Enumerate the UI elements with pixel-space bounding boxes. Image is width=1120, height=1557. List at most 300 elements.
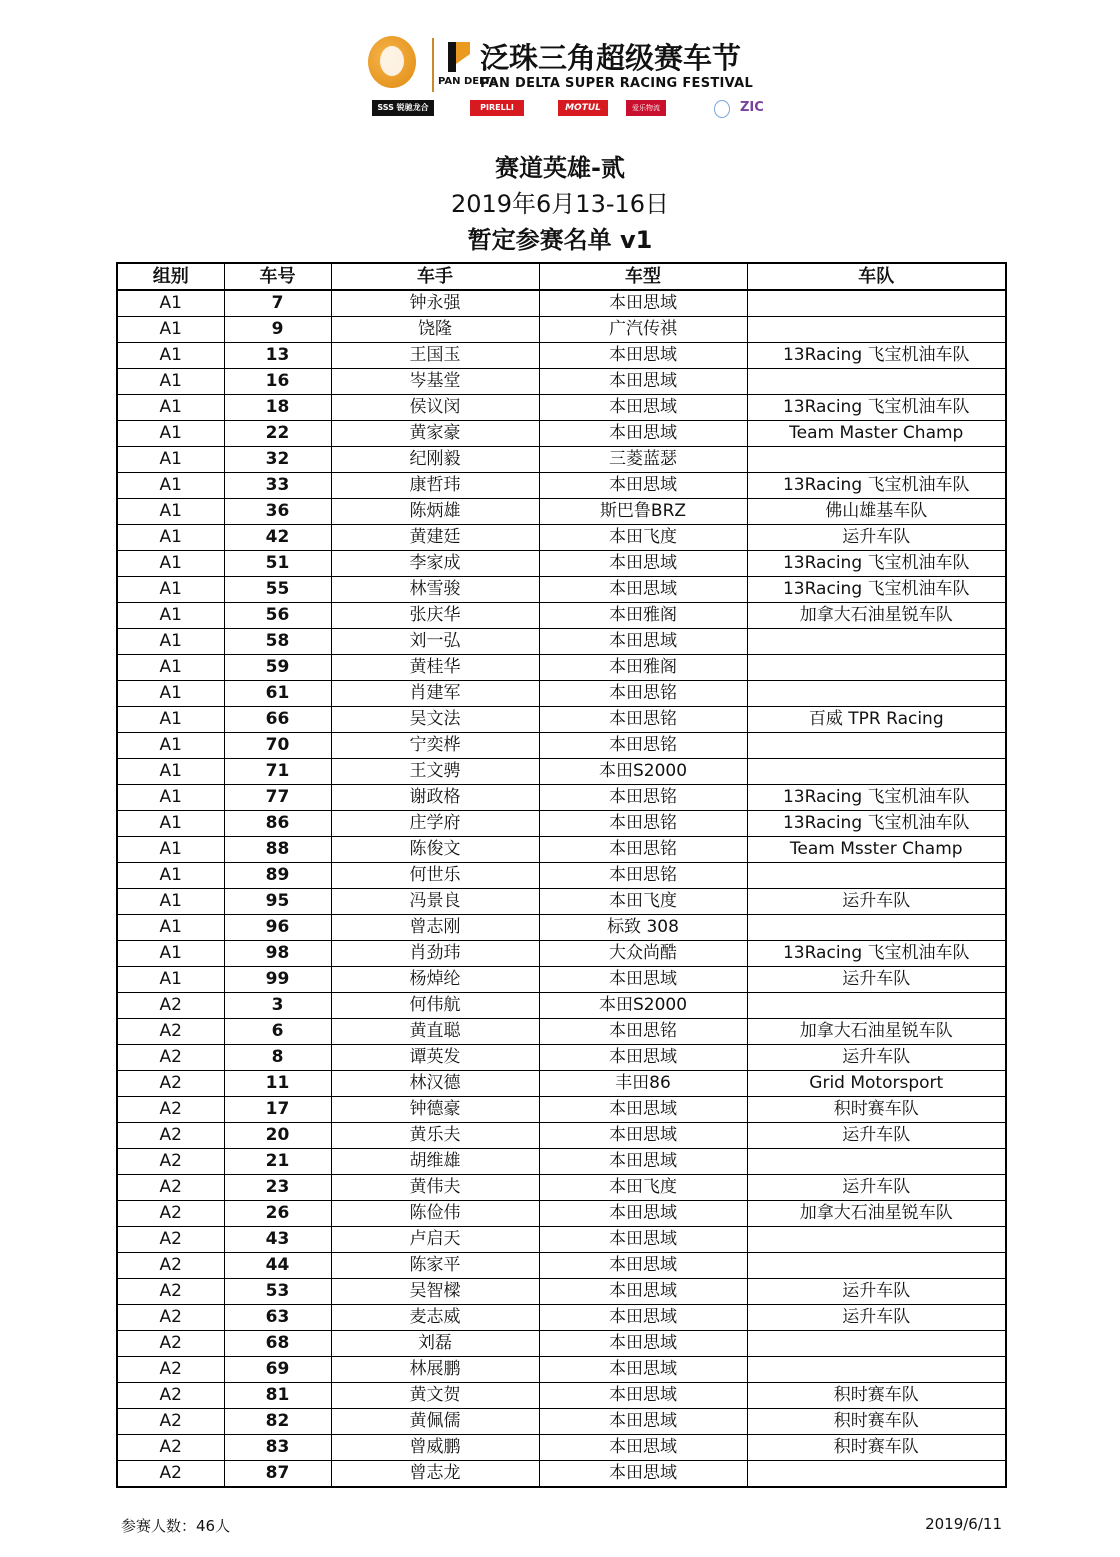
cell-group: A1 [117,759,224,785]
cell-group: A1 [117,577,224,603]
cell-driver: 黄乐夫 [331,1123,539,1149]
table-row [117,317,1006,343]
table-row [117,629,1006,655]
cell-car-model: 本田飞度 [539,1175,747,1201]
table-row [117,395,1006,421]
cell-group: A1 [117,681,224,707]
cell-car-number: 7 [224,290,331,317]
cell-team: 积时赛车队 [747,1409,1006,1435]
cell-team: 运升车队 [747,889,1006,915]
cell-team: Team Master Champ [747,421,1006,447]
table-row [117,1071,1006,1097]
header [0,28,1120,128]
cell-car-number: 82 [224,1409,331,1435]
cell-car-model: 本田思域 [539,1045,747,1071]
cell-car-number: 18 [224,395,331,421]
cell-driver: 卢启天 [331,1227,539,1253]
cell-group: A1 [117,499,224,525]
festival-title-cn: 泛珠三角超级赛车节 [480,41,742,75]
cell-group: A1 [117,941,224,967]
cell-car-number: 17 [224,1097,331,1123]
cell-driver: 曾威鹏 [331,1435,539,1461]
cell-car-number: 42 [224,525,331,551]
cell-driver: 庄学府 [331,811,539,837]
cell-group: A2 [117,1409,224,1435]
cell-car-model: 本田雅阁 [539,603,747,629]
cell-car-number: 51 [224,551,331,577]
cell-team: 13Racing 飞宝机油车队 [747,577,1006,603]
cell-driver: 杨焯纶 [331,967,539,993]
header-car-model: 车型 [539,263,747,290]
cell-group: A2 [117,1435,224,1461]
table-row [117,1331,1006,1357]
cell-car-number: 63 [224,1305,331,1331]
cell-group: A1 [117,603,224,629]
cell-car-model: 本田思域 [539,1435,747,1461]
cell-car-number: 32 [224,447,331,473]
cell-driver: 纪刚毅 [331,447,539,473]
table-row [117,1305,1006,1331]
cell-car-number: 55 [224,577,331,603]
cell-group: A1 [117,395,224,421]
cell-group: A2 [117,1149,224,1175]
cell-car-number: 99 [224,967,331,993]
cell-car-model: 本田雅阁 [539,655,747,681]
cell-driver: 陈炳雄 [331,499,539,525]
table-row [117,811,1006,837]
cell-car-model: 本田思域 [539,551,747,577]
cell-car-number: 83 [224,1435,331,1461]
cell-group: A2 [117,1279,224,1305]
cell-car-model: 本田思域 [539,1461,747,1488]
cell-car-number: 43 [224,1227,331,1253]
table-row [117,1227,1006,1253]
cell-driver: 曾志刚 [331,915,539,941]
cell-driver: 何伟航 [331,993,539,1019]
cell-driver: 刘磊 [331,1331,539,1357]
table-row [117,1357,1006,1383]
cell-car-model: 本田思域 [539,343,747,369]
entry-table [116,262,1007,1488]
table-row [117,1045,1006,1071]
document-date: 2019/6/11 [925,1515,1002,1533]
cell-car-model: 本田思域 [539,290,747,317]
header-car-number: 车号 [224,263,331,290]
cell-team: 加拿大石油星锐车队 [747,603,1006,629]
cell-car-model: 本田思域 [539,1357,747,1383]
cell-car-number: 61 [224,681,331,707]
cell-car-model: 本田飞度 [539,525,747,551]
cell-driver: 胡维雄 [331,1149,539,1175]
table-row [117,343,1006,369]
table-row [117,915,1006,941]
festival-title-en: PAN DELTA SUPER RACING FESTIVAL [480,76,754,91]
table-row [117,1175,1006,1201]
cell-car-model: 本田思域 [539,1201,747,1227]
cell-driver: 岑基堂 [331,369,539,395]
cell-team [747,290,1006,317]
cell-car-number: 9 [224,317,331,343]
cell-driver: 黄直聪 [331,1019,539,1045]
cell-group: A2 [117,1253,224,1279]
cell-team: Team Msster Champ [747,837,1006,863]
cell-team [747,369,1006,395]
cell-car-number: 59 [224,655,331,681]
cell-car-number: 8 [224,1045,331,1071]
cell-team [747,1331,1006,1357]
cell-driver: 肖劲玮 [331,941,539,967]
cell-group: A2 [117,1383,224,1409]
cell-team [747,681,1006,707]
cell-driver: 黄文贺 [331,1383,539,1409]
cell-car-model: 本田思域 [539,1227,747,1253]
cell-group: A2 [117,1357,224,1383]
cell-group: A2 [117,1097,224,1123]
header-driver: 车手 [331,263,539,290]
cell-car-model: 标致 308 [539,915,747,941]
cell-car-model: 本田思铭 [539,863,747,889]
pan-delta-logo-icon [448,42,470,72]
entry-list-title: 暂定参赛名单 v1 [467,226,653,254]
cell-car-model: 本田思铭 [539,707,747,733]
cell-driver: 曾志龙 [331,1461,539,1488]
cell-car-model: 本田思域 [539,577,747,603]
header-team: 车队 [747,263,1006,290]
cell-driver: 吴文法 [331,707,539,733]
cell-car-model: 本田思域 [539,421,747,447]
cell-car-number: 3 [224,993,331,1019]
cell-team: 积时赛车队 [747,1097,1006,1123]
cell-team [747,759,1006,785]
event-title: 赛道英雄-贰 [495,154,625,182]
cell-team: 13Racing 飞宝机油车队 [747,941,1006,967]
sponsor-pirelli-logo: PIRELLI [470,100,524,116]
entrant-count: 参赛人数：46人 [121,1517,231,1535]
cell-group: A2 [117,1019,224,1045]
cell-driver: 陈俭伟 [331,1201,539,1227]
table-row [117,759,1006,785]
cell-group: A1 [117,967,224,993]
cell-group: A1 [117,447,224,473]
cell-team: 积时赛车队 [747,1435,1006,1461]
cell-car-number: 11 [224,1071,331,1097]
cell-car-model: 本田思铭 [539,785,747,811]
table-row [117,785,1006,811]
cell-driver: 林汉德 [331,1071,539,1097]
cell-team: 运升车队 [747,1175,1006,1201]
cell-driver: 肖建军 [331,681,539,707]
cell-group: A1 [117,290,224,317]
cell-group: A1 [117,707,224,733]
cell-car-number: 87 [224,1461,331,1488]
table-header-row [117,263,1006,290]
cell-car-model: 斯巴鲁BRZ [539,499,747,525]
cell-car-model: 本田思域 [539,1409,747,1435]
cell-car-model: 本田思域 [539,967,747,993]
cell-car-number: 58 [224,629,331,655]
cell-team [747,1357,1006,1383]
table-row [117,1201,1006,1227]
cell-car-number: 69 [224,1357,331,1383]
cell-car-model: 本田思铭 [539,811,747,837]
cell-driver: 刘一弘 [331,629,539,655]
cell-car-model: 本田思域 [539,1331,747,1357]
cell-team: 运升车队 [747,525,1006,551]
cell-car-number: 22 [224,421,331,447]
table-row [117,967,1006,993]
cell-driver: 何世乐 [331,863,539,889]
cell-driver: 王国玉 [331,343,539,369]
cell-car-number: 20 [224,1123,331,1149]
table-row [117,1019,1006,1045]
cell-team: 积时赛车队 [747,1383,1006,1409]
table-row [117,577,1006,603]
cell-car-number: 77 [224,785,331,811]
cell-car-number: 6 [224,1019,331,1045]
cell-team: 13Racing 飞宝机油车队 [747,343,1006,369]
cell-driver: 宁奕桦 [331,733,539,759]
table-row [117,421,1006,447]
cell-group: A1 [117,369,224,395]
cell-team [747,915,1006,941]
table-row [117,1097,1006,1123]
cell-car-model: 本田思域 [539,369,747,395]
cell-driver: 冯景良 [331,889,539,915]
cell-team [747,629,1006,655]
cell-car-model: 本田思铭 [539,733,747,759]
cell-driver: 吴智樑 [331,1279,539,1305]
cell-driver: 麦志威 [331,1305,539,1331]
cell-driver: 黄佩儒 [331,1409,539,1435]
cell-car-model: 三菱蓝瑟 [539,447,747,473]
cell-driver: 王文骋 [331,759,539,785]
cell-team [747,317,1006,343]
table-row [117,655,1006,681]
header-group: 组别 [117,263,224,290]
cell-car-model: 本田思域 [539,1279,747,1305]
logo-divider [432,38,434,92]
table-row [117,1409,1006,1435]
cell-team [747,1253,1006,1279]
cell-group: A1 [117,811,224,837]
sponsor-motul-logo: MOTUL [558,100,608,116]
table-row [117,290,1006,317]
cell-group: A1 [117,863,224,889]
cell-group: A2 [117,1331,224,1357]
sponsor-logistics-logo: 爱乐物流 [626,100,666,116]
cell-group: A1 [117,629,224,655]
cell-team: 13Racing 飞宝机油车队 [747,395,1006,421]
cell-car-number: 81 [224,1383,331,1409]
cell-car-model: 丰田86 [539,1071,747,1097]
cell-team: 13Racing 飞宝机油车队 [747,811,1006,837]
cell-team [747,655,1006,681]
cell-car-number: 70 [224,733,331,759]
cell-team: 13Racing 飞宝机油车队 [747,473,1006,499]
table-row [117,447,1006,473]
table-row [117,889,1006,915]
cell-car-model: 本田S2000 [539,759,747,785]
cell-group: A1 [117,733,224,759]
cell-driver: 钟德豪 [331,1097,539,1123]
cell-group: A1 [117,551,224,577]
cell-team [747,447,1006,473]
table-row [117,733,1006,759]
cell-car-number: 16 [224,369,331,395]
cell-car-number: 68 [224,1331,331,1357]
cell-team [747,1461,1006,1488]
cell-driver: 饶隆 [331,317,539,343]
cell-team: 加拿大石油星锐车队 [747,1201,1006,1227]
cell-group: A1 [117,421,224,447]
cell-team: 佛山雄基车队 [747,499,1006,525]
sponsor-strip [350,98,780,120]
cell-car-model: 本田思域 [539,1097,747,1123]
table-row [117,1383,1006,1409]
cell-car-model: 本田思域 [539,1383,747,1409]
table-row [117,1149,1006,1175]
cell-driver: 林雪骏 [331,577,539,603]
table-row [117,941,1006,967]
cell-team: 运升车队 [747,1123,1006,1149]
cell-group: A1 [117,525,224,551]
cell-group: A2 [117,1461,224,1488]
cell-car-number: 86 [224,811,331,837]
cell-team [747,863,1006,889]
cell-car-number: 33 [224,473,331,499]
cell-driver: 侯议闵 [331,395,539,421]
cell-car-model: 本田思铭 [539,1019,747,1045]
cell-car-model: 本田思域 [539,473,747,499]
cell-group: A2 [117,1045,224,1071]
cell-car-model: 本田思域 [539,1123,747,1149]
table-row [117,499,1006,525]
cell-car-model: 本田思域 [539,395,747,421]
cell-car-number: 44 [224,1253,331,1279]
cell-group: A1 [117,343,224,369]
cell-car-number: 98 [224,941,331,967]
table-row [117,1123,1006,1149]
table-row [117,993,1006,1019]
table-row [117,1253,1006,1279]
cell-driver: 谢政格 [331,785,539,811]
cell-driver: 林展鹏 [331,1357,539,1383]
table-row [117,1461,1006,1488]
cell-car-number: 21 [224,1149,331,1175]
cell-team [747,993,1006,1019]
cell-team [747,733,1006,759]
cell-car-number: 89 [224,863,331,889]
cell-team [747,1149,1006,1175]
cell-driver: 黄家豪 [331,421,539,447]
cell-group: A1 [117,915,224,941]
cell-car-model: 本田飞度 [539,889,747,915]
cell-car-number: 66 [224,707,331,733]
cell-car-number: 96 [224,915,331,941]
cell-car-model: 本田S2000 [539,993,747,1019]
cell-team: Grid Motorsport [747,1071,1006,1097]
cell-group: A2 [117,1305,224,1331]
table-row [117,603,1006,629]
cell-group: A1 [117,473,224,499]
cell-car-number: 53 [224,1279,331,1305]
table-row [117,1435,1006,1461]
pan-delta-brand: PAN DELTA [438,76,498,87]
cell-group: A2 [117,993,224,1019]
cell-driver: 陈家平 [331,1253,539,1279]
cell-car-number: 71 [224,759,331,785]
cell-driver: 黄伟夫 [331,1175,539,1201]
cell-car-model: 本田思铭 [539,837,747,863]
cell-group: A2 [117,1071,224,1097]
table-row [117,551,1006,577]
table-row [117,1279,1006,1305]
cell-car-number: 95 [224,889,331,915]
cell-group: A1 [117,785,224,811]
cell-group: A1 [117,889,224,915]
festival-logo [368,36,768,104]
cell-driver: 黄桂华 [331,655,539,681]
cell-team: 运升车队 [747,1279,1006,1305]
cell-team: 运升车队 [747,1045,1006,1071]
cell-driver: 康哲玮 [331,473,539,499]
cell-car-model: 本田思铭 [539,681,747,707]
table-row [117,863,1006,889]
cell-group: A2 [117,1227,224,1253]
cell-car-number: 23 [224,1175,331,1201]
table-row [117,473,1006,499]
sponsor-sss-logo: SSS 锐驰龙合 [372,100,434,116]
cell-team: 13Racing 飞宝机油车队 [747,551,1006,577]
cell-car-model: 本田思域 [539,1253,747,1279]
cell-driver: 钟永强 [331,290,539,317]
cell-car-model: 本田思域 [539,1305,747,1331]
table-row [117,837,1006,863]
cell-car-number: 26 [224,1201,331,1227]
cell-car-model: 本田思域 [539,1149,747,1175]
table-row [117,525,1006,551]
cell-group: A1 [117,317,224,343]
table-row [117,369,1006,395]
sponsor-zic-logo: ZIC [740,100,764,115]
event-date: 2019年6月13-16日 [450,190,670,218]
cell-team: 运升车队 [747,967,1006,993]
sponsor-emblem-icon [714,100,730,118]
cell-group: A2 [117,1201,224,1227]
cell-group: A1 [117,837,224,863]
cell-car-number: 56 [224,603,331,629]
cell-car-model: 本田思域 [539,629,747,655]
cell-car-model: 广汽传祺 [539,317,747,343]
table-row [117,707,1006,733]
anniversary-badge-icon [368,36,416,88]
cell-car-number: 36 [224,499,331,525]
cell-driver: 黄建廷 [331,525,539,551]
table-row [117,681,1006,707]
cell-car-number: 88 [224,837,331,863]
cell-team: 加拿大石油星锐车队 [747,1019,1006,1045]
cell-car-model: 大众尚酷 [539,941,747,967]
cell-group: A2 [117,1123,224,1149]
cell-team: 13Racing 飞宝机油车队 [747,785,1006,811]
cell-group: A1 [117,655,224,681]
cell-group: A2 [117,1175,224,1201]
cell-team [747,1227,1006,1253]
cell-driver: 谭英发 [331,1045,539,1071]
cell-driver: 张庆华 [331,603,539,629]
cell-car-number: 13 [224,343,331,369]
cell-team: 百威 TPR Racing [747,707,1006,733]
